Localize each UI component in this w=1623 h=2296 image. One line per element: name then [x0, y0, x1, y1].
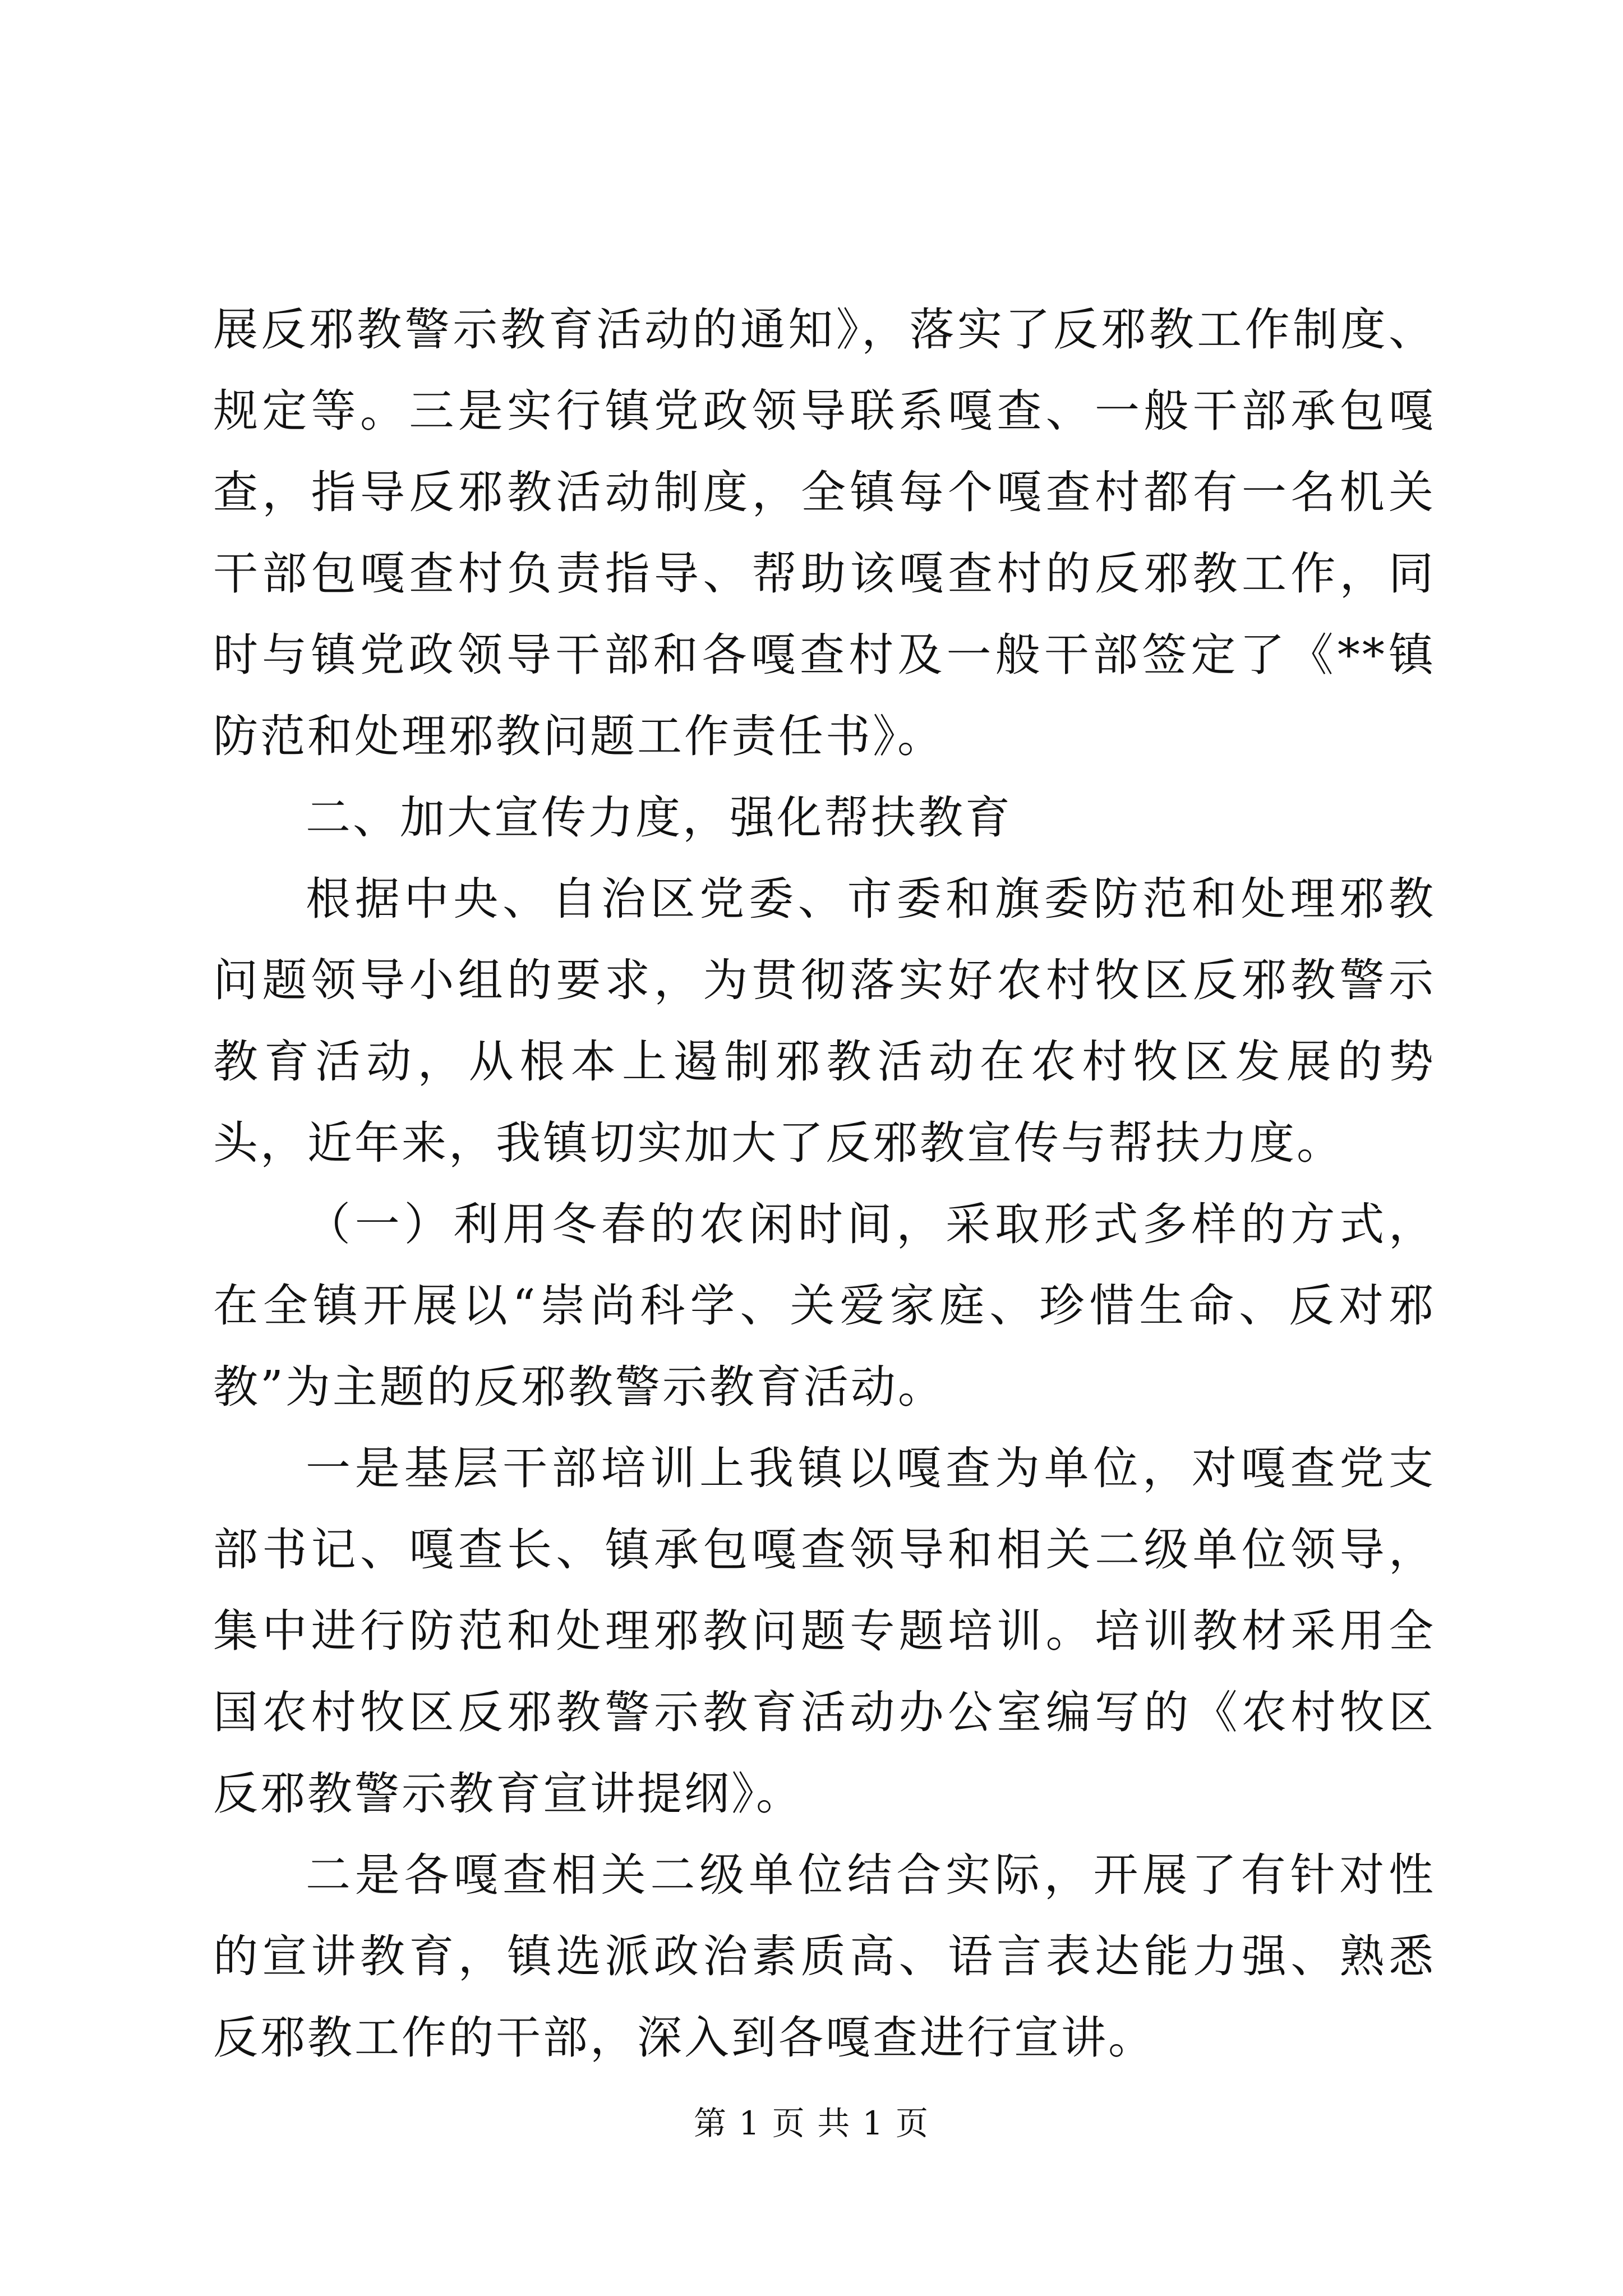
- page-footer: 第 1 页 共 1 页: [694, 2104, 929, 2142]
- paragraph-point-two: 二是各嘎查相关二级单位结合实际，开展了有针对性的宣讲教育，镇选派政治素质高、语言表达能力强、熟悉反邪教工作的干部，深入到各嘎查进行宣讲。: [213, 1849, 1436, 2064]
- paragraph-subsection-one: （一）利用冬春的农闲时间，采取形式多样的方式，在全镇开展以“崇尚科学、关爱家庭、珍惜生命、反对邪教”为主题的反邪教警示教育活动。: [213, 1198, 1436, 1413]
- document-body: [213, 289, 1436, 2078]
- paragraph-point-one: 一是基层干部培训上我镇以嘎查为单位，对嘎查党支部书记、嘎查长、镇承包嘎查领导和相关二级单位领导，集中进行防范和处理邪教问题专题培训。培训教材采用全国农村牧区反邪教警示教育活动办公室编写的《农村牧区反邪教警示教育宣讲提纲》。: [213, 1442, 1436, 1820]
- section-heading: 二、加大宣传力度，强化帮扶教育: [306, 792, 1012, 844]
- paragraph-intro: 根据中央、自治区党委、市委和旗委防范和处理邪教问题领导小组的要求，为贯彻落实好农村牧区反邪教警示教育活动，从根本上遏制邪教活动在农村牧区发展的势头，近年来，我镇切实加大了反邪教宣传与帮扶力度。: [213, 873, 1436, 1169]
- paragraph-continuation: 展反邪教警示教育活动的通知》，落实了反邪教工作制度、规定等。三是实行镇党政领导联系嘎查、一般干部承包嘎查，指导反邪教活动制度，全镇每个嘎查村都有一名机关干部包嘎查村负责指导、帮助该嘎查村的反邪教工作，同时与镇党政领导干部和各嘎查村及一般干部签定了《**镇防范和处理邪教问题工作责任书》。: [213, 303, 1436, 762]
